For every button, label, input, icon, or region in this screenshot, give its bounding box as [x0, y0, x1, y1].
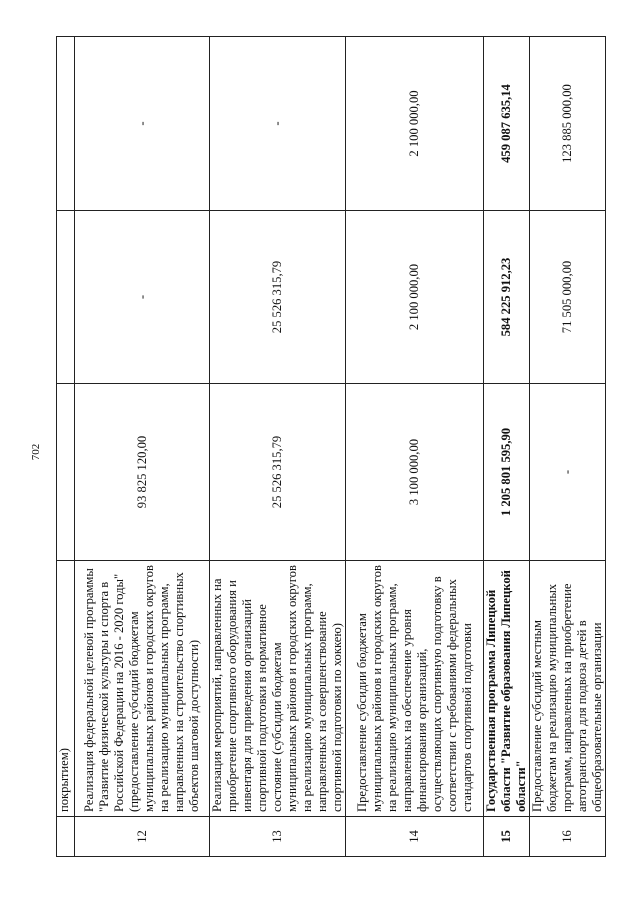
table-row — [210, 37, 346, 857]
row-description: покрытием) — [57, 561, 75, 817]
value-col-1: 25 526 315,79 — [210, 384, 346, 561]
row-number: 16 — [530, 817, 606, 857]
rotated-table-container — [56, 37, 604, 857]
row-number: 13 — [210, 817, 346, 857]
subsidy-table — [56, 36, 606, 857]
value-col-1: - — [530, 384, 606, 561]
value-col-3: 2 100 000,00 — [346, 37, 484, 211]
value-col-1: 1 205 801 595,90 — [484, 384, 530, 561]
table-row — [530, 37, 606, 857]
table-row — [484, 37, 530, 857]
row-number: 14 — [346, 817, 484, 857]
value-col-2: - — [75, 211, 210, 384]
table-row — [75, 37, 210, 857]
table-row — [346, 37, 484, 857]
row-description: Реализация федеральной целевой программы "Развитие физической культуры и спорта в Российской Федерации на 2016 - 2020 годы" (предоставление субсидий бюджетам муниципальных районов и городских округов на реализацию муниципальных программ, направленных на строительство спортивных объектов шаговой доступности) — [75, 561, 210, 817]
row-number: 12 — [75, 817, 210, 857]
table-row — [57, 37, 75, 857]
value-col-3: 459 087 635,14 — [484, 37, 530, 211]
row-number — [57, 817, 75, 857]
row-number: 15 — [484, 817, 530, 857]
page-number: 702 — [30, 443, 42, 461]
value-col-1: 93 825 120,00 — [75, 384, 210, 561]
value-col-3: - — [210, 37, 346, 211]
value-col-2 — [57, 211, 75, 384]
value-col-2: 25 526 315,79 — [210, 211, 346, 384]
value-col-3: 123 885 000,00 — [530, 37, 606, 211]
row-description: Предоставление субсидий местным бюджетам на реализацию муниципальных программ, направленных на приобретение автотранспорта для подвоза детей в общеобразовательные организации — [530, 561, 606, 817]
value-col-1: 3 100 000,00 — [346, 384, 484, 561]
row-description: Предоставление субсидии бюджетам муниципальных районов и городских округов на реализацию муниципальных программ, направленных на обеспечение уровня финансирования организаций, осуществляющих спортивную подготовку в соответствии с требованиями федеральных стандартов спортивной подготовки — [346, 561, 484, 817]
row-description: Реализация мероприятий, направленных на приобретение спортивного оборудования и инвентаря для приведения организаций спортивной подготовки в нормативное состояние (субсидии бюджетам муниципальных районов и городских округов на реализацию муниципальных программ, направленных на совершенствование спортивной подготовки по хоккею) — [210, 561, 346, 817]
value-col-2: 2 100 000,00 — [346, 211, 484, 384]
value-col-1 — [57, 384, 75, 561]
value-col-2: 71 505 000,00 — [530, 211, 606, 384]
row-description: Государственная программа Липецкой области "Развитие образования Липецкой области" — [484, 561, 530, 817]
value-col-3: - — [75, 37, 210, 211]
value-col-2: 584 225 912,23 — [484, 211, 530, 384]
value-col-3 — [57, 37, 75, 211]
